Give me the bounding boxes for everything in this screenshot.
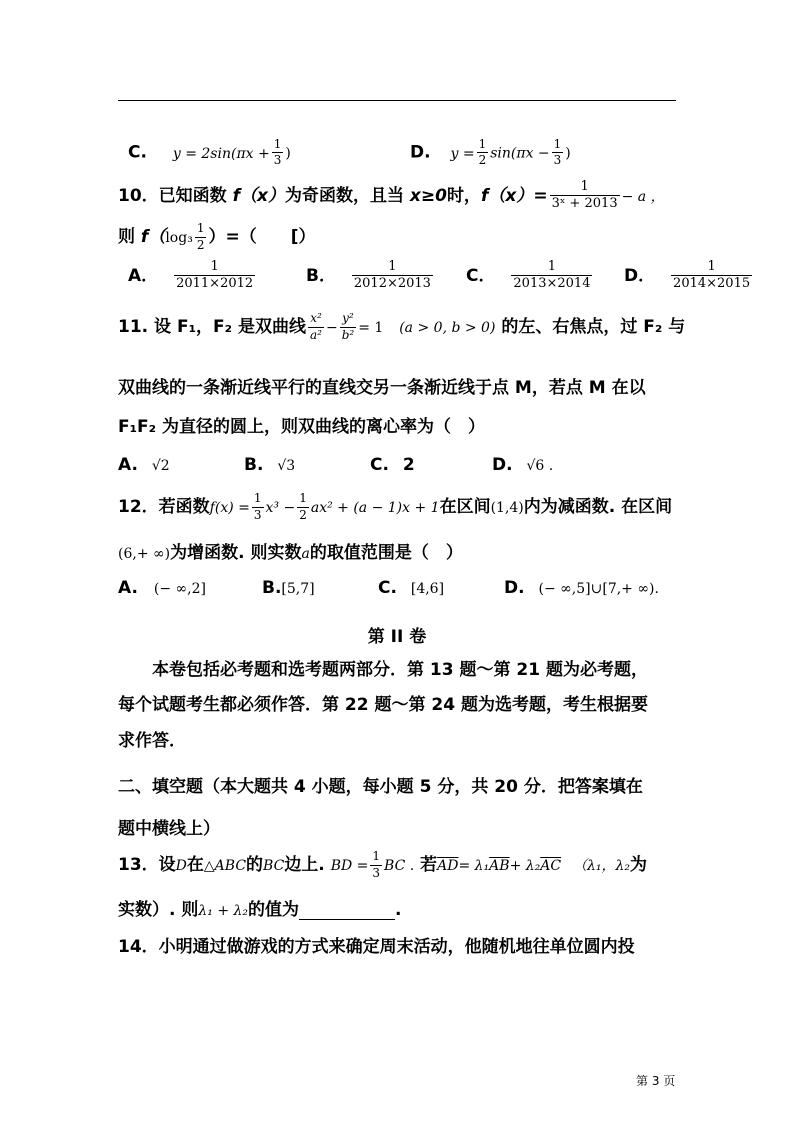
fraction: $\frac{1}{2012\times 2013}$	[353, 259, 431, 292]
formula-text: y =	[450, 145, 475, 162]
q9-option-c: C. y = 2sin(πx + $\frac{1}{3}$ )	[128, 137, 291, 168]
fraction: $\frac{1}{3}$	[372, 849, 381, 880]
q13-line2: 实数）. 则λ₁ + λ₂的值为 .	[118, 900, 402, 920]
fraction: $\frac{1}{3}$	[273, 137, 282, 168]
q10-line1: 10．已知函数 f（x）为奇函数，且当 x≥0时，f（x）= $\frac{1}{\text{3ˣ + 2013}}$ − a ，	[118, 179, 665, 212]
q10-option-b: B． $\frac{1}{2012\times 2013}$	[306, 259, 431, 292]
page-number: 第 3 页	[636, 1074, 676, 1088]
fraction: $\frac{1}{2011\times 2012}$	[176, 259, 254, 292]
q11-option-a: A. √2	[118, 455, 170, 475]
fraction: $\frac{1}{2013\times 2014}$	[513, 259, 591, 292]
formula-text: y = 2sin(πx +	[172, 145, 270, 162]
q9-option-d: D. y = $\frac{1}{2}$ sin(πx − $\frac{1}{3}$ )	[410, 137, 571, 168]
header-rule	[118, 100, 676, 101]
vector-ad: $\overline{AD}$	[437, 858, 459, 874]
fraction: $\frac{\text{x²}}{\text{a²}}$	[310, 311, 322, 342]
part-intro-line3: 求作答．	[118, 731, 186, 751]
q12-option-d: D. (− ∞,5]∪[7,+ ∞).	[504, 578, 659, 598]
q11-option-d: D. √6 .	[492, 455, 554, 475]
q11-line3: F₁F₂ 为直径的圆上，则双曲线的离心率为（ ）	[118, 417, 486, 437]
q11-line1: 11. 设 F₁，F₂ 是双曲线 $\frac{\text{x²}}{\text{a²}}$ − $\frac{\text{y²}}{\text{b²}}$ = 1 (a > 0, b > 0) 的左、右焦点，过 F₂ 与	[118, 311, 686, 342]
vector-ac: $\overline{AC}$	[540, 858, 562, 874]
fraction: $\frac{1}{2}$	[299, 491, 307, 522]
option-label: C.	[128, 142, 147, 163]
part-intro-line2: 每个试题考生都必须作答．第 22 题～第 24 题为选考题，考生根据要	[118, 695, 648, 715]
q11-option-b: B. √3	[244, 455, 296, 475]
q11-line2: 双曲线的一条渐近线平行的直线交另一条渐近线于点 M，若点 M 在以	[118, 378, 646, 398]
part-intro-line1: 本卷包括必考题和选考题两部分．第 13 题～第 21 题为必考题，	[152, 660, 648, 680]
q12-option-b: B.[5,7]	[262, 578, 315, 598]
option-label: D.	[410, 142, 431, 163]
fraction: $\frac{1}{2}$	[196, 221, 205, 252]
fraction: $\frac{\text{y²}}{\text{b²}}$	[341, 311, 355, 342]
section-heading-line1: 二、填空题（本大题共 4 小题，每小题 5 分，共 20 分．把答案填在	[118, 777, 643, 797]
q14-line1: 14．小明通过做游戏的方式来确定周末活动，他随机地往单位圆内投	[118, 937, 635, 957]
vector-ab: $\overline{AB}$	[489, 858, 510, 874]
answer-blank[interactable]	[299, 903, 395, 920]
part-title: 第 II 卷	[367, 627, 427, 647]
q10-option-a: A． $\frac{1}{2011\times 2012}$	[128, 259, 254, 292]
q12-option-a: A. (− ∞,2]	[118, 578, 206, 598]
section-heading-line2: 题中横线上）	[118, 819, 220, 839]
q10-option-d: D． $\frac{1}{2014\times 2015}$	[624, 259, 751, 292]
q13-line1: 13．设D在△ABC的BC边上. BD = $\frac{1}{3}$ BC . 若$\overline{AD}= \lambda_1\overline{AB}+ \lambda_2\overline{AC}$ （λ₁，λ₂为	[118, 849, 647, 880]
q12-line1: 12．若函数f(x) = $\frac{1}{3}$ x³ − $\frac{1}{2}$ ax² + (a − 1)x + 1在区间(1,4)内为减函数. 在区间	[118, 491, 673, 522]
q12-option-c: C. [4,6]	[378, 578, 445, 598]
fraction: $\frac{1}{3}$	[253, 491, 262, 522]
fraction: $\frac{1}{\text{3ˣ + 2013}}$	[551, 179, 618, 212]
fraction: $\frac{1}{2}$	[478, 137, 487, 168]
fraction: $\frac{1}{3}$	[553, 137, 562, 168]
q11-option-c: C. 2	[370, 455, 415, 475]
q10-option-c: C． $\frac{1}{2013\times 2014}$	[466, 259, 591, 292]
fraction: $\frac{1}{2014\times 2015}$	[673, 259, 751, 292]
q12-line2: (6,+ ∞)为增函数. 则实数a的取值范围是（ ）	[118, 543, 463, 563]
q10-line2: 则 f（log₃ $\frac{1}{2}$ ）=（ [）	[118, 221, 316, 252]
